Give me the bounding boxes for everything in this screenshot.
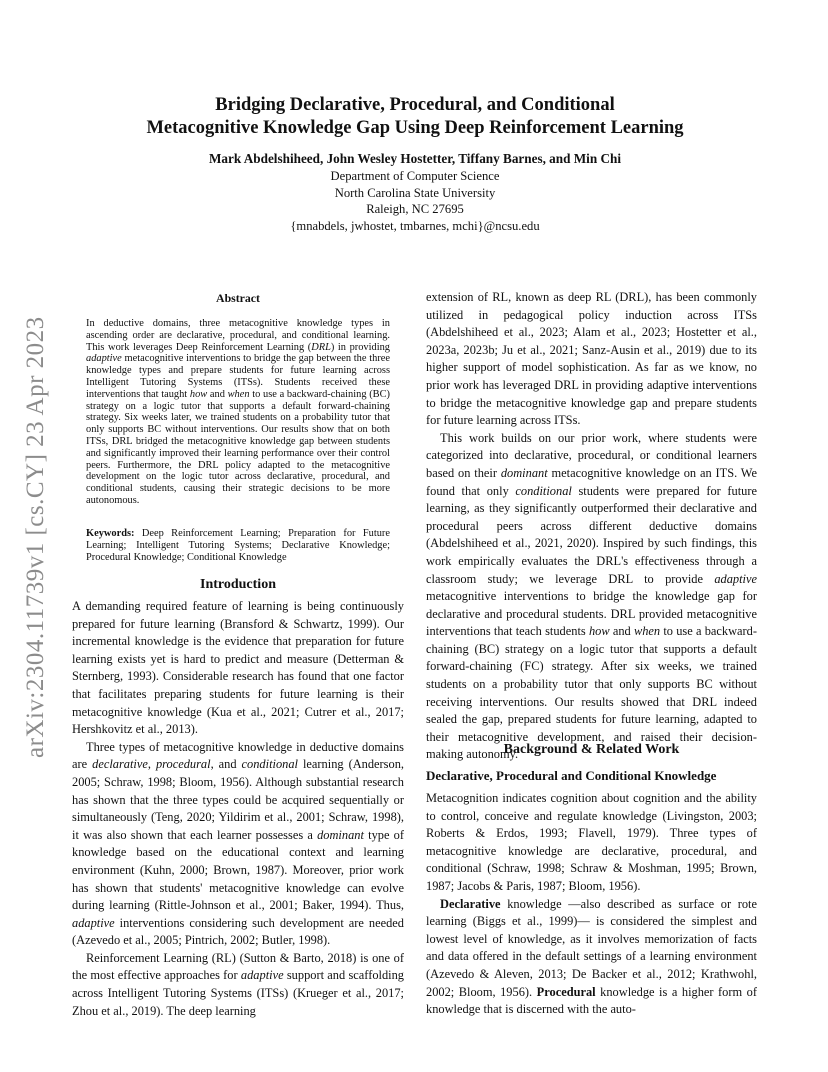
abstract-heading: Abstract: [216, 291, 260, 305]
abstract-italic: DRL: [311, 341, 331, 353]
text-run: metacognitive knowledge on an ITS. We found that only: [426, 465, 758, 498]
arxiv-id[interactable]: arXiv:2304.11739v1 [cs.CY] 23 Apr 2023: [22, 316, 49, 758]
text-run: metacognitive interventions to bridge the knowledge gap for declarative and procedural students. DRL provided metacognitive interventions that teach students: [426, 589, 757, 639]
text-run: learning (Anderson, 2005; Schraw, 1998; Bloom, 1956). Although substantial research has shown that the three types could be acquired sequentially or simultaneously (Teng, 2020; Yildirim et al., 2001; Schraw, 1998), it was also shown that each learner possesses a: [72, 757, 404, 842]
introduction-body: [72, 598, 404, 1020]
introduction-heading: Introduction: [200, 577, 276, 592]
text-run: This work builds on our prior work, where students were categorized into declarative, procedural, or conditional learners based on their: [426, 430, 757, 480]
italic-run: when: [633, 624, 661, 639]
title-line-2: Metacognitive Knowledge Gap Using Deep Reinforcement Learning: [146, 118, 684, 138]
abstract-body: [86, 318, 390, 507]
bold-run: Procedural: [536, 984, 596, 999]
abstract-text: and: [207, 388, 228, 400]
text-run: ,: [147, 757, 156, 772]
background-paragraph-1: Metacognition indicates cognition about cognition and the ability to control, conceive and regulate knowledge (Livingston, 2003; Roberts & Erdos, 1993; Flavell, 1979). Three types of metacognitive knowledge are declarative, procedural, and conditional (Schraw, 1998; Schraw & Moshman, 1995; Brown, 1987; Jacobs & Paris, 1987; Bloom, 1956).: [426, 791, 757, 893]
text-run: knowledge —also described as surface or rote learning (Biggs et al., 1999)— is considered the simplest and lowest level of knowledge, as it involves memorization of facts and data offered in the default settings of a learning environment (Azevedo & Aleven, 2013; De Backer et al., 2012; Krathwohl, 2002; Bloom, 1956).: [426, 896, 757, 999]
italic-run: conditional: [241, 757, 298, 772]
right-column-intro: [426, 289, 757, 764]
arxiv-stamp: [0, 0, 49, 758]
italic-run: adaptive: [72, 915, 115, 930]
italic-run: how: [588, 624, 610, 639]
keywords: [86, 528, 390, 563]
author-list: Mark Abdelshiheed, John Wesley Hostetter, Tiffany Barnes, and Min Chi: [208, 151, 622, 166]
background-body: [426, 790, 757, 1019]
right-paragraph-2: [426, 430, 757, 764]
background-heading: Background & Related Work: [503, 742, 680, 757]
intro-paragraph-3: [72, 950, 404, 1020]
abstract-italic: adaptive: [86, 353, 122, 365]
italic-run: conditional: [515, 483, 572, 498]
title-line-1: Bridging Declarative, Procedural, and Conditional: [215, 95, 615, 115]
paper-title: [60, 94, 770, 140]
keywords-text: Deep Reinforcement Learning; Preparation for Future Learning; Intelligent Tutoring Systems; Declarative Knowledge; Procedural Knowledge; Conditional Knowledge: [86, 528, 390, 563]
text-run: students were prepared for future learning, as they significantly outperformed their declarative and procedural peers across different deductive domains (Abdelshiheed et al., 2021, 2020). Inspired by such findings, this work empirically evaluates the DRL's effectiveness through a classroom study; we leverage DRL to provide: [426, 483, 758, 586]
text-run: to use a backward-chaining (BC) strategy on a logic tutor that supports a default forward-chaining (FC) strategy. After six weeks, we trained students on a probability tutor that only supports BC without receiving interventions. Our results showed that DRL indeed sealed the gap, prepared students for future learning, adapted to their metacognitive development, and raised their decision-making autonomy.: [426, 624, 757, 762]
background-paragraph-2: [426, 896, 757, 1019]
subsection-heading: Declarative, Procedural and Conditional Knowledge: [426, 768, 717, 783]
italic-run: dominant: [500, 465, 548, 480]
affiliation-emails: {mnabdels, jwhostet, tmbarnes, mchi}@ncsu.edu: [290, 218, 540, 233]
italic-run: adaptive: [240, 968, 284, 983]
text-run: , and: [210, 757, 242, 772]
italic-run: procedural: [155, 757, 211, 772]
text-run: support and scaffolding across Intelligent Tutoring Systems (ITSs) (Krueger et al., 2017; Zhou et al., 2019). The deep learning: [72, 968, 404, 1018]
intro-paragraph-1: A demanding required feature of learning is being continuously prepared for future learning (Bransford & Schwartz, 1999). Our incremental knowledge is the evidence that preparation for future learning exists yet is hard to predict and measure (Detterman & Sternberg, 1993). Considerable research has found that one factor that facilitates preparing students for future learning is their metacognitive knowledge (Kua et al., 2021; Cutrer et al., 2017; Hershkovitz et al., 2013).: [72, 599, 404, 737]
affiliation-department: Department of Computer Science: [330, 169, 500, 183]
italic-run: dominant: [317, 827, 364, 842]
abstract-text: ) in providing: [330, 341, 390, 353]
affiliation-university: North Carolina State University: [334, 185, 496, 200]
abstract-text: metacognitive interventions to bridge the gap between the three knowledge types and prepare students for future learning across Intelligent Tutoring Systems (ITSs). Students received these interventions that taught: [86, 353, 390, 400]
abstract-italic: when: [227, 388, 250, 400]
text-run: Reinforcement Learning (RL) (Sutton & Barto, 2018) is one of the most effective approaches for: [72, 950, 404, 983]
affiliation-city: Raleigh, NC 27695: [366, 202, 464, 216]
text-run: interventions considering such development are needed (Azevedo et al., 2005; Pintrich, 2002; Butler, 1998).: [72, 915, 404, 948]
intro-paragraph-2: [72, 739, 404, 950]
right-paragraph-1: extension of RL, known as deep RL (DRL), has been commonly utilized in pedagogical policy induction across ITSs (Abdelshiheed et al., 2023; Alam et al., 2023; Hostetter et al., 2023a, 2023b; Ju et al., 2021; Sanz-Ausin et al., 2019) due to its higher support of model sophistication. As far as we know, no prior work has leveraged DRL in providing adaptive interventions to bridge the metacognitive knowledge gap and prepare students for future learning across ITSs.: [426, 290, 757, 428]
text-run: knowledge is a higher form of knowledge that is discerned with the auto-: [426, 984, 757, 1017]
italic-run: declarative: [92, 757, 148, 772]
abstract-text: In deductive domains, three metacognitive knowledge types in ascending order are declarative, procedural, and conditional learning. This work leverages Deep Reinforcement Learning (: [86, 318, 390, 353]
italic-run: adaptive: [714, 571, 757, 586]
text-run: type of knowledge based on the educational context and learning environment (Kuhn, 2000; Brown, 1987). Moreover, prior work has shown that students' metacognitive knowledge can evolve during learning (Rittle-Johnson et al., 2001; Baker, 1994). Thus,: [72, 827, 404, 913]
abstract-italic: how: [189, 388, 208, 400]
affiliation: [60, 168, 770, 234]
bold-run: Declarative: [440, 896, 501, 911]
text-run: and: [609, 624, 634, 639]
text-run: Three types of metacognitive knowledge in deductive domains are: [72, 739, 404, 772]
abstract-text: to use a backward-chaining (BC) strategy on a logic tutor that supports a default forward-chaining strategy. Six weeks later, we trained students on a probability tutor that only supports BC without interventions. Our results show that on both ITSs, DRL bridged the metacognitive knowledge gap between students and significantly improved their learning performance over their control peers. Furthermore, the DRL policy adapted to the metacognitive development on the logic tutor across declarative, procedural, and conditional students, causing their strategic decisions to be more autonomous.: [86, 388, 390, 506]
keywords-label: Keywords:: [86, 528, 135, 539]
